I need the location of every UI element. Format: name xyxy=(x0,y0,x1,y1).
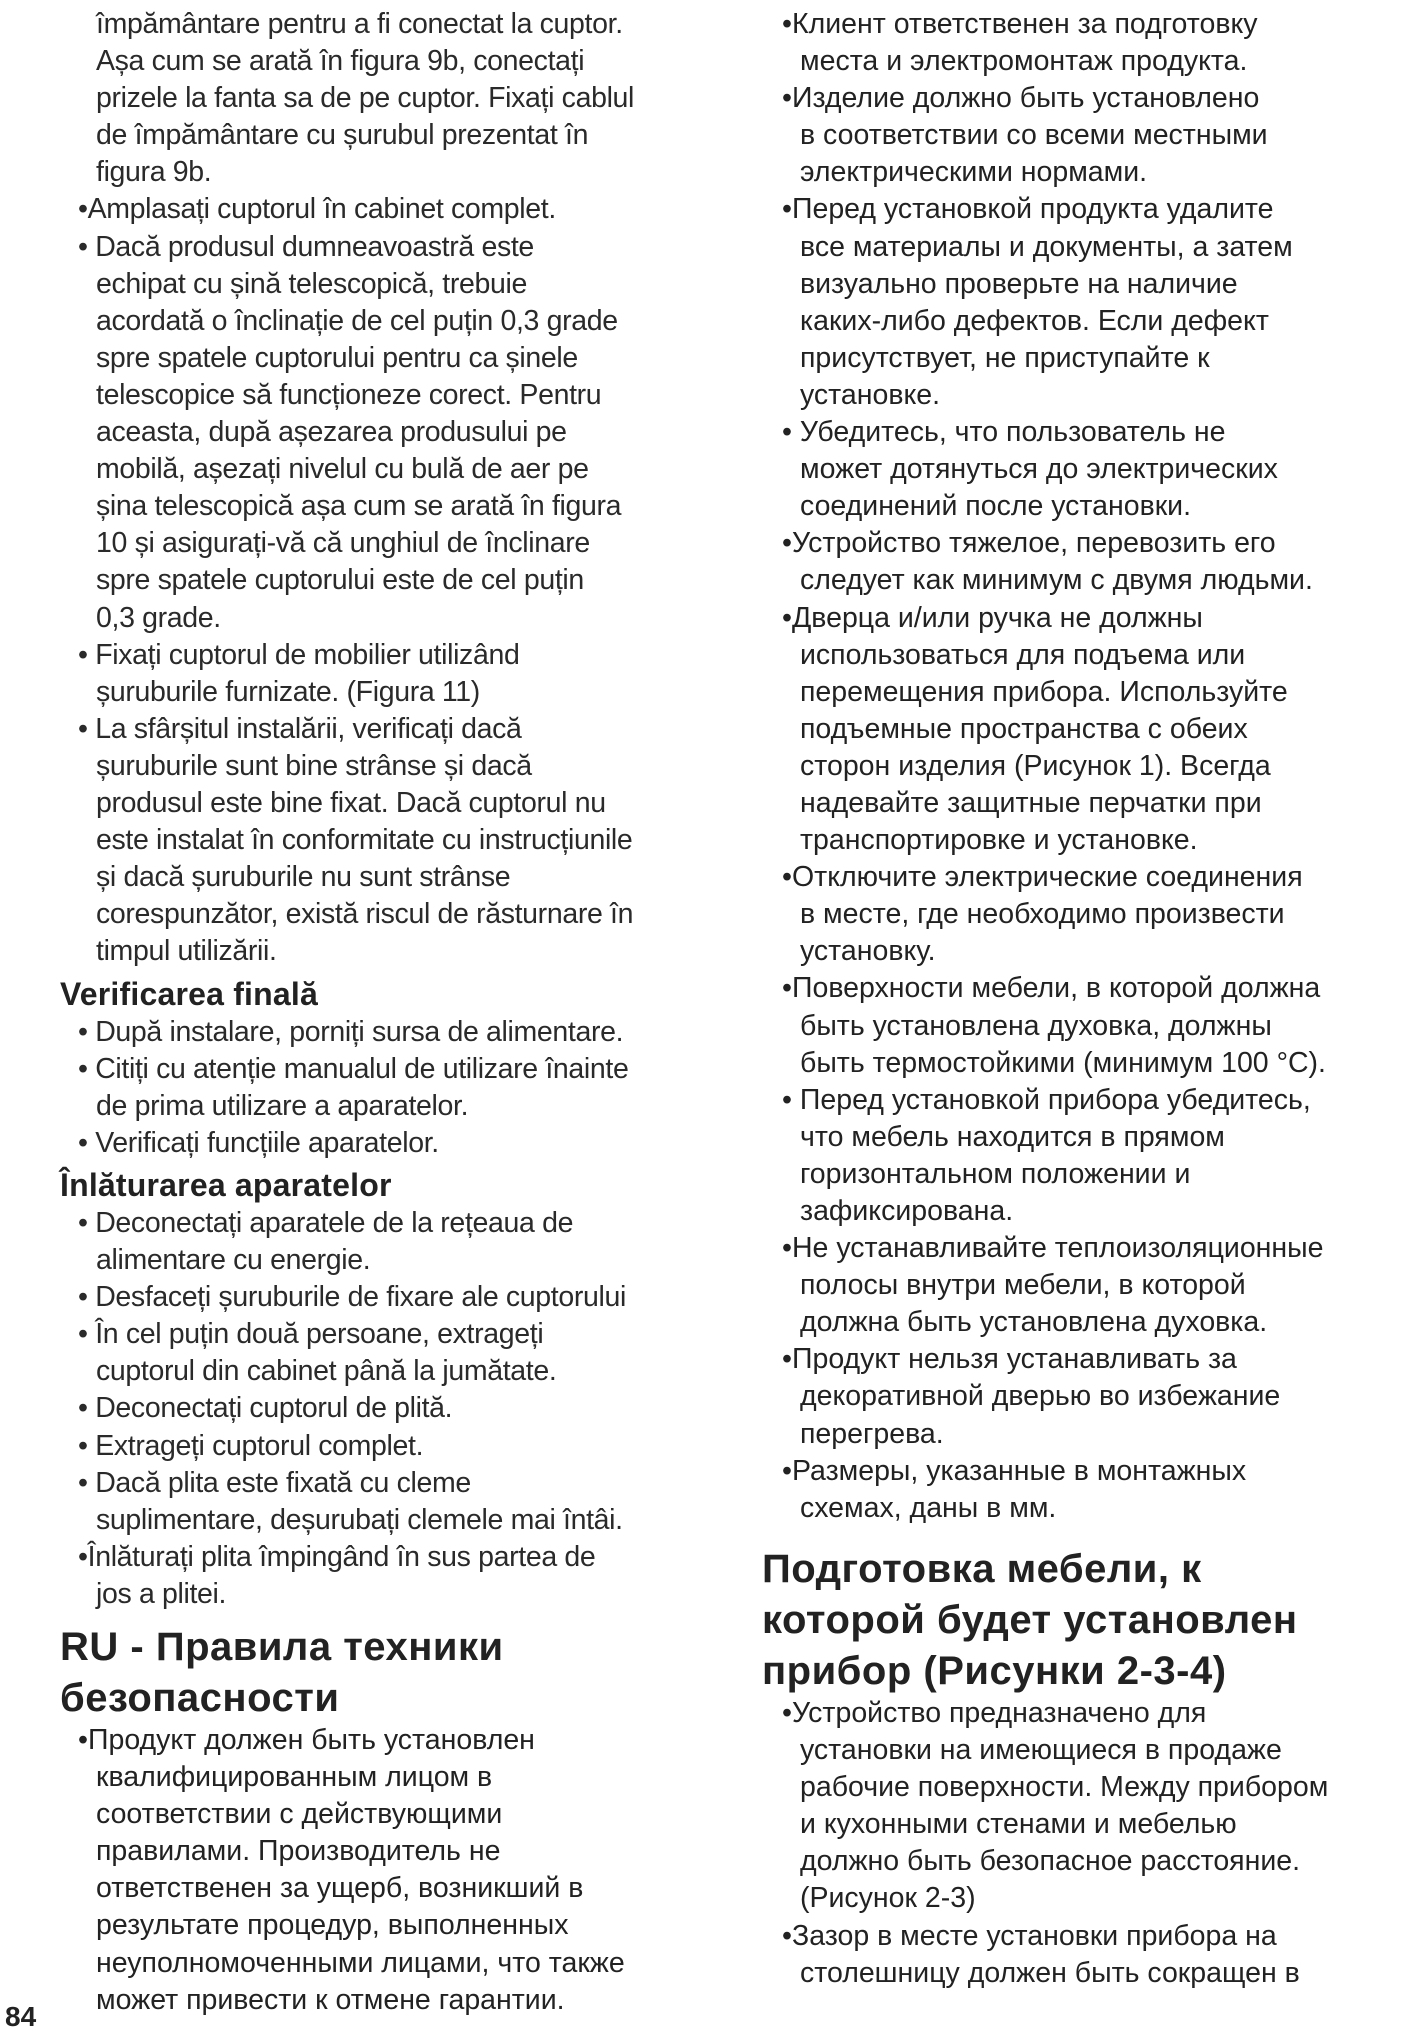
text-line: перемещения прибора. Используйте xyxy=(800,675,1288,708)
page-number: 84 xyxy=(5,2001,37,2032)
text-line: •Продукт должен быть установлен xyxy=(78,1724,535,1756)
text-line: și dacă șuruburile nu sunt strânse xyxy=(96,861,511,894)
ru-safety-text-left xyxy=(58,1722,625,2019)
text-line: •Клиент ответственен за подготовку xyxy=(782,8,1258,40)
text-line: •Înlăturați plita împingând în sus partea de xyxy=(78,1540,596,1573)
text-line: установку. xyxy=(800,935,936,968)
text-line: должна быть установлена духовка. xyxy=(800,1306,1268,1339)
text-line: зафиксирована. xyxy=(800,1195,1014,1227)
text-line: • Fixați cuptorul de mobilier utilizând xyxy=(78,638,520,671)
ro-installation-text xyxy=(58,6,634,970)
text-line: подъемные пространства с обеих xyxy=(800,712,1248,745)
text-line: надевайте защитные перчатки при xyxy=(800,786,1262,819)
text-line: șuruburile furnizate. (Figura 11) xyxy=(96,675,480,708)
text-line: 0,3 grade. xyxy=(96,601,221,634)
text-line: рабочие поверхности. Между прибором xyxy=(800,1771,1329,1804)
text-line: • Deconectați aparatele de la rețeaua de xyxy=(78,1207,574,1239)
text-line: produsul este bine fixat. Dacă cuptorul nu xyxy=(96,786,606,819)
text-line: что мебель находится в прямом xyxy=(800,1120,1225,1153)
text-line: каких-либо дефектов. Если дефект xyxy=(800,304,1269,337)
text-line: • La sfârșitul instalării, verificați dacă xyxy=(78,712,522,745)
text-line: горизонтальном положении и xyxy=(800,1157,1191,1190)
text-line: figura 9b. xyxy=(96,156,212,189)
text-line: и кухонными стенами и мебелью xyxy=(800,1808,1237,1841)
text-line: • Deconectați cuptorul de plită. xyxy=(78,1392,453,1425)
text-line: • Citiți cu atenție manualul de utilizare înainte xyxy=(78,1053,629,1086)
text-line: prizele la fanta sa de pe cuptor. Fixați cablul xyxy=(96,82,635,115)
furniture-prep-heading-line: Подготовка мебели, к xyxy=(762,1547,1202,1591)
text-line: • Dacă produsul dumneavoastră este xyxy=(78,230,534,263)
text-line: (Рисунок 2-3) xyxy=(800,1882,976,1915)
text-line: acordată o înclinație de cel puțin 0,3 grade xyxy=(96,304,618,337)
ru-safety-heading-line: безопасности xyxy=(60,1676,340,1720)
text-line: de prima utilizare a aparatelor. xyxy=(96,1090,469,1123)
text-line: •Не устанавливайте теплоизоляционные xyxy=(782,1232,1324,1265)
text-line: • Перед установкой прибора убедитесь, xyxy=(782,1083,1311,1116)
text-line: соединений после установки. xyxy=(800,490,1192,523)
text-line: •Поверхности мебели, в которой должна xyxy=(782,972,1321,1005)
text-line: установке. xyxy=(800,378,941,411)
ru-safety-text-right xyxy=(762,6,1326,1527)
text-line: • În cel puțin două persoane, extrageți xyxy=(78,1318,544,1351)
final-check-list xyxy=(58,1014,628,1162)
text-line: в месте, где необходимо произвести xyxy=(800,898,1285,931)
furniture-prep-heading xyxy=(762,1544,1298,1697)
text-line: spre spatele cuptorului este de cel puțin xyxy=(96,564,584,597)
text-line: corespunzător, există riscul de răsturnare în xyxy=(96,898,634,931)
text-line: ответственен за ущерб, возникший в xyxy=(96,1872,584,1905)
text-line: •Перед установкой продукта удалите xyxy=(782,193,1274,226)
furniture-prep-heading-line: которой будет установлен xyxy=(762,1598,1298,1642)
removal-list xyxy=(58,1205,626,1613)
text-line: 10 și asigurați-vă că unghiul de înclinare xyxy=(96,527,590,560)
text-line: присутствует, не приступайте к xyxy=(800,341,1210,374)
text-line: de împământare cu șurubul prezentat în xyxy=(96,119,589,152)
text-line: șuruburile sunt bine strânse și dacă xyxy=(96,749,532,782)
text-line: Așa cum se arată în figura 9b, conectați xyxy=(96,45,585,78)
text-line: столешницу должен быть сокращен в xyxy=(800,1956,1300,1989)
text-line: •Размеры, указанные в монтажных xyxy=(782,1454,1247,1487)
text-line: должно быть безопасное расстояние. xyxy=(800,1845,1301,1878)
text-line: • Desfaceți șuruburile de fixare ale cuptorului xyxy=(78,1281,626,1314)
text-line: • Убедитесь, что пользователь не xyxy=(782,416,1226,449)
text-line: транспортировке и установке. xyxy=(800,824,1198,857)
text-line: cuptorul din cabinet până la jumătate. xyxy=(96,1355,557,1388)
text-line: квалифицированным лицом в xyxy=(96,1761,493,1794)
text-line: • Extrageți cuptorul complet. xyxy=(78,1429,424,1462)
text-line: установки на имеющиеся в продаже xyxy=(800,1734,1282,1767)
text-line: электрическими нормами. xyxy=(800,156,1148,189)
text-line: использоваться для подъема или xyxy=(800,638,1246,671)
text-line: места и электромонтаж продукта. xyxy=(800,45,1248,78)
text-line: suplimentare, deșurubați clemele mai întâi. xyxy=(96,1503,623,1536)
ru-safety-heading-line: RU - Правила техники xyxy=(60,1625,504,1669)
removal-heading: Înlăturarea aparatelor xyxy=(60,1167,392,1203)
text-line: • Verificați funcțiile aparatelor. xyxy=(78,1127,439,1160)
text-line: mobilă, așezați nivelul cu bulă de aer pe xyxy=(96,453,589,486)
text-line: быть установлена духовка, должны xyxy=(800,1009,1272,1042)
text-line: •Продукт нельзя устанавливать за xyxy=(782,1343,1237,1376)
text-line: este instalat în conformitate cu instrucțiunile xyxy=(96,824,633,857)
text-line: •Устройство предназначено для xyxy=(782,1697,1207,1729)
ru-safety-heading xyxy=(60,1622,504,1724)
text-line: •Изделие должно быть установлено xyxy=(782,82,1260,115)
text-line: împământare pentru a fi conectat la cuptor. xyxy=(96,8,623,40)
text-line: неуполномоченными лицами, что также xyxy=(96,1946,625,1979)
text-line: может привести к отмене гарантии. xyxy=(96,1983,565,2016)
text-line: timpul utilizării. xyxy=(96,935,277,968)
text-line: полосы внутри мебели, в которой xyxy=(800,1269,1246,1302)
furniture-prep-heading-line: прибор (Рисунки 2-3-4) xyxy=(762,1649,1227,1693)
text-line: • Dacă plita este fixată cu cleme xyxy=(78,1466,471,1499)
text-line: telescopice să funcționeze corect. Pentru xyxy=(96,378,602,411)
text-line: может дотянуться до электрических xyxy=(800,453,1278,486)
text-line: схемах, даны в мм. xyxy=(800,1491,1057,1524)
text-line: spre spatele cuptorului pentru ca șinele xyxy=(96,341,578,374)
text-line: alimentare cu energie. xyxy=(96,1244,371,1277)
text-line: jos a plitei. xyxy=(96,1577,227,1610)
text-line: быть термостойкими (минимум 100 °C). xyxy=(800,1046,1326,1079)
text-line: •Устройство тяжелое, перевозить его xyxy=(782,527,1276,560)
text-line: șina telescopică așa cum se arată în figura xyxy=(96,490,622,523)
text-line: правилами. Производитель не xyxy=(96,1835,501,1868)
text-line: aceasta, după așezarea produsului pe xyxy=(96,416,567,449)
text-line: декоративной дверью во избежание xyxy=(800,1380,1281,1413)
text-line: все материалы и документы, а затем xyxy=(800,230,1293,263)
text-line: соответствии с действующими xyxy=(96,1798,503,1831)
furniture-prep-text xyxy=(762,1695,1328,1992)
text-line: echipat cu șină telescopică, trebuie xyxy=(96,267,528,300)
text-line: •Зазор в месте установки прибора на xyxy=(782,1919,1277,1952)
text-line: •Amplasați cuptorul în cabinet complet. xyxy=(78,193,556,226)
text-line: • După instalare, porniți sursa de alimentare. xyxy=(78,1016,624,1048)
text-line: сторон изделия (Рисунок 1). Всегда xyxy=(800,749,1271,782)
text-line: •Отключите электрические соединения xyxy=(782,861,1303,894)
text-line: •Дверца и/или ручка не должны xyxy=(782,601,1203,634)
text-line: результате процедур, выполненных xyxy=(96,1909,569,1942)
text-line: визуально проверьте на наличие xyxy=(800,267,1238,300)
text-line: в соответствии со всеми местными xyxy=(800,119,1268,152)
text-line: следует как минимум с двумя людьми. xyxy=(800,564,1313,597)
text-line: перегрева. xyxy=(800,1417,944,1450)
final-check-heading: Verificarea finală xyxy=(60,976,318,1012)
